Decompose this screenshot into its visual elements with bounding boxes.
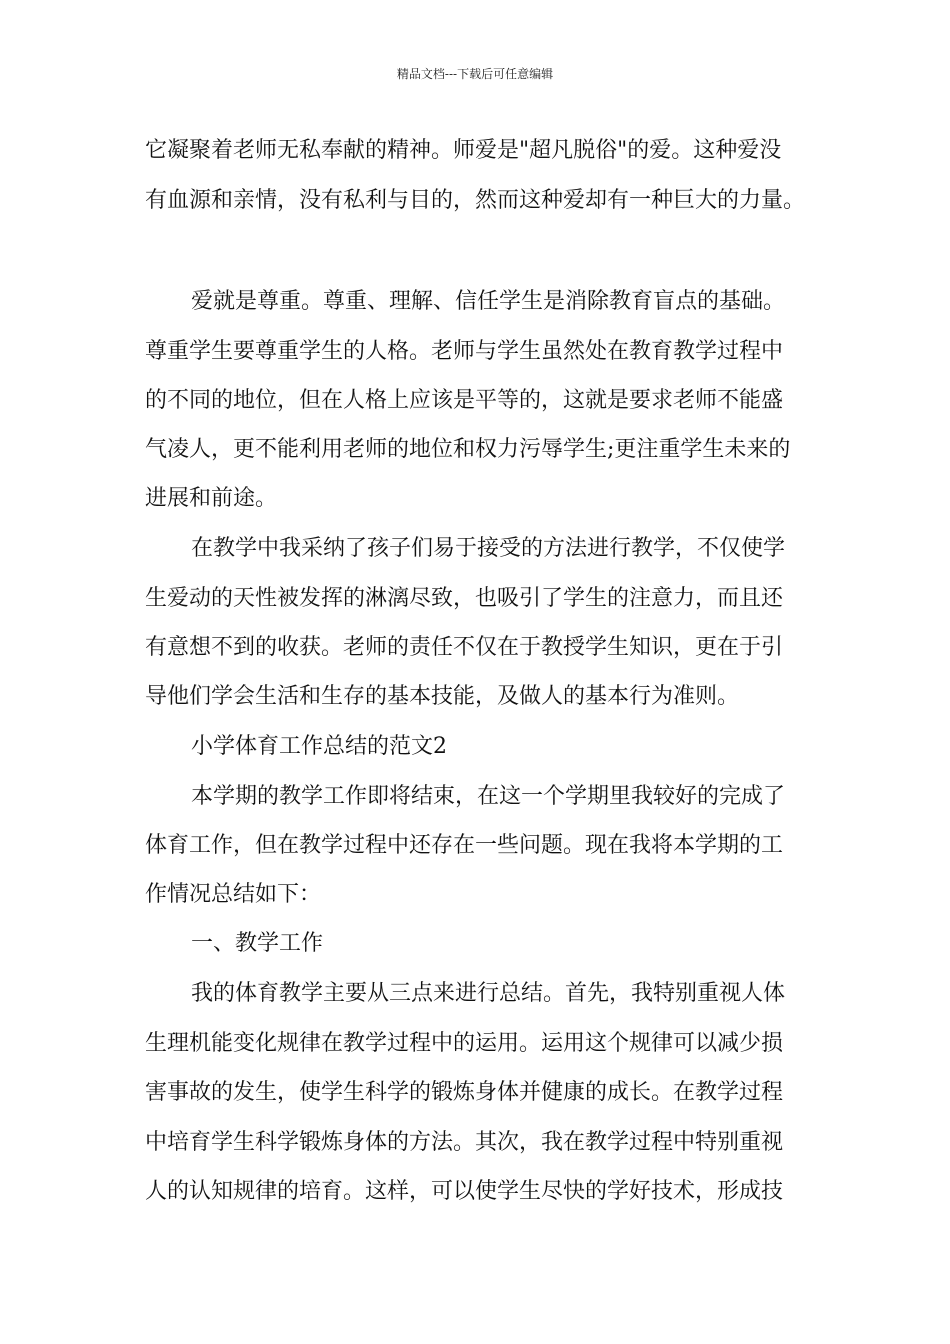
page-header: 精品文档---下载后可任意编辑 [396,67,554,81]
paragraph-line: 进展和前途。 [145,486,278,511]
paragraph-line: 生理机能变化规律在教学过程中的运用。运用这个规律可以减少损 [145,1031,784,1056]
subsection-heading: 一、教学工作 [191,931,324,956]
paragraph-line: 的不同的地位，但在人格上应该是平等的，这就是要求老师不能盛 [145,388,784,413]
paragraph-line: 在教学中我采纳了孩子们易于接受的方法进行教学，不仅使学 [191,536,786,561]
paragraph-line: 有意想不到的收获。老师的责任不仅在于教授学生知识，更在于引 [145,635,784,660]
paragraph-line: 本学期的教学工作即将结束，在这一个学期里我较好的完成了 [191,784,786,809]
section-title: 小学体育工作总结的范文2 [191,734,447,759]
paragraph-line: 中培育学生科学锻炼身体的方法。其次，我在教学过程中特别重视 [145,1130,784,1155]
paragraph-line: 气凌人，更不能利用老师的地位和权力污辱学生;更注重学生未来的 [145,437,791,462]
paragraph-line: 爱就是尊重。尊重、理解、信任学生是消除教育盲点的基础。 [191,289,786,314]
paragraph-line: 我的体育教学主要从三点来进行总结。首先，我特别重视人体 [191,981,786,1006]
paragraph-line: 作情况总结如下： [145,882,322,907]
paragraph-line: 人的认知规律的培育。这样，可以使学生尽快的学好技术，形成技 [145,1179,784,1204]
paragraph-line: 害事故的发生，使学生科学的锻炼身体并健康的成长。在教学过程 [145,1080,784,1105]
paragraph-line: 导他们学会生活和生存的基本技能，及做人的基本行为准则。 [145,684,740,709]
paragraph-line: 生爱动的天性被发挥的淋漓尽致，也吸引了学生的注意力，而且还 [145,586,784,611]
paragraph-line: 它凝聚着老师无私奉献的精神。师爱是"超凡脱俗"的爱。这种爱没 [145,138,782,163]
paragraph-line: 尊重学生要尊重学生的人格。老师与学生虽然处在教育教学过程中 [145,339,784,364]
paragraph-line: 有血源和亲情，没有私利与目的，然而这种爱却有一种巨大的力量。 [145,188,806,213]
paragraph-line: 体育工作，但在教学过程中还存在一些问题。现在我将本学期的工 [145,833,784,858]
